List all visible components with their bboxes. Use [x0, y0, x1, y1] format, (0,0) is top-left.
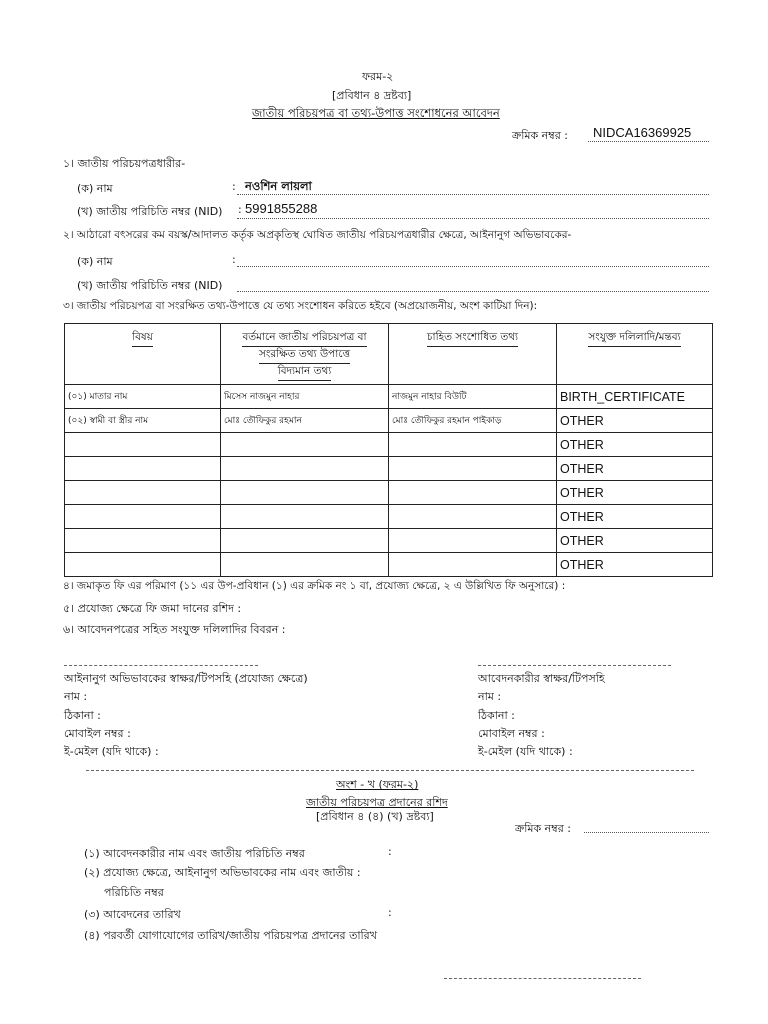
applicant-sign-mobile: মোবাইল নম্বর :: [478, 727, 545, 740]
cell-document: OTHER: [557, 433, 713, 457]
cell-current: মোঃ তৌফিকুর রহমান: [221, 409, 389, 433]
cell-current: [221, 505, 389, 529]
cell-requested: [389, 457, 557, 481]
cell-document: OTHER: [557, 409, 713, 433]
holder-nid-line: [237, 218, 709, 219]
guardian-name-label: (ক) নাম: [77, 255, 113, 268]
table-row: [65, 457, 713, 481]
holder-name-line: [237, 194, 709, 195]
serial-label: ক্রমিক নম্বর :: [512, 129, 568, 142]
cell-current: [221, 457, 389, 481]
cell-subject: [65, 481, 221, 505]
cell-current: মিসেস নাজমুন নাহার: [221, 385, 389, 409]
receipt-signature-line: [444, 978, 641, 979]
applicant-sign-email: ই-মেইল (যদি থাকে) :: [478, 745, 573, 758]
guardian-nid-line: [237, 291, 709, 292]
cell-subject: (০২) স্বামী বা স্ত্রীর নাম: [65, 409, 221, 433]
guardian-sign-mobile: মোবাইল নম্বর :: [64, 727, 131, 740]
holder-name-label: (ক) নাম: [77, 182, 113, 195]
receipt-serial-label: ক্রমিক নম্বর :: [515, 822, 571, 835]
cell-requested: [389, 433, 557, 457]
receipt-item-applicant-colon: :: [388, 845, 392, 858]
section3-heading: ৩। জাতীয় পরিচয়পত্র বা সংরক্ষিত তথ্য-উপাত্তে যে তথ্য সংশোধন করিতে হইবে (অপ্রয়োজনীয়, অংশ কাটিয়া দিন):: [63, 300, 538, 312]
cell-current: [221, 433, 389, 457]
serial-value: NIDCA16369925: [593, 125, 692, 140]
cell-current: [221, 481, 389, 505]
cell-subject: [65, 433, 221, 457]
applicant-sign-address: ঠিকানা :: [478, 709, 515, 722]
section4-fee: ৪। জমাকৃত ফি এর পরিমাণ (১১ এর উপ-প্রবিধান (১) এর ক্রমিক নং ১ বা, প্রযোজ্য ক্ষেত্রে, ২ এ উল্লিখিত ফি অনুসারে) :: [63, 580, 566, 592]
cell-requested: নাজমুন নাহার বিউটি: [389, 385, 557, 409]
receipt-item-applicant: (১) আবেদনকারীর নাম এবং জাতীয় পরিচিতি নম্বর: [84, 847, 305, 860]
table-row: [65, 481, 713, 505]
table-row: [65, 529, 713, 553]
section5-receipt: ৫। প্রযোজ্য ক্ষেত্রে ফি জমা দানের রশিদ :: [63, 602, 242, 615]
cell-subject: (০১) মাতার নাম: [65, 385, 221, 409]
cell-document: OTHER: [557, 505, 713, 529]
section2-heading: ২। আঠারো বৎসরের কম বয়স্ক/আদালত কর্তৃক অপ্রকৃতিস্থ ঘোষিত জাতীয় পরিচয়পত্রধারীর ক্ষেত্রে, আইনানুগ অভিভাবকের-: [63, 229, 572, 241]
table-header-row: [65, 324, 713, 385]
cell-requested: [389, 481, 557, 505]
guardian-name-line: [237, 266, 709, 267]
guardian-signature-line: [64, 665, 258, 666]
table-row: [65, 505, 713, 529]
table-row: [65, 385, 713, 409]
cell-requested: [389, 529, 557, 553]
cell-document: OTHER: [557, 553, 713, 577]
form-title: জাতীয় পরিচয়পত্র বা তথ্য-উপাত্ত সংশোধনের আবেদন: [252, 106, 500, 120]
receipt-item-guardian-cont: পরিচিতি নম্বর: [104, 886, 164, 899]
cell-document: BIRTH_CERTIFICATE: [557, 385, 713, 409]
correction-table: [64, 323, 713, 577]
cell-subject: [65, 457, 221, 481]
applicant-signature-title: আবেদনকারীর স্বাক্ষর/টিপসহি: [478, 672, 605, 685]
receipt-item-next-date: (৪) পরবর্তী যোগাযোগের তারিখ/জাতীয় পরিচয়পত্র প্রদানের তারিখ: [84, 929, 377, 942]
holder-name-colon: :: [232, 180, 236, 193]
receipt-rule-reference: [প্রবিধান ৪ (৪) (খ) দ্রষ্টব্য]: [316, 810, 434, 823]
holder-name-value: নওশিন লায়লা: [245, 179, 312, 193]
cell-requested: [389, 505, 557, 529]
guardian-sign-name: নাম :: [64, 690, 88, 703]
cell-document: OTHER: [557, 529, 713, 553]
holder-nid-value: 5991855288: [245, 201, 318, 216]
cell-subject: [65, 529, 221, 553]
tear-off-line: [86, 770, 694, 771]
receipt-item-date: (৩) আবেদনের তারিখ: [84, 908, 181, 921]
header-documents: সংযুক্ত দলিলাদি/মন্তব্য: [557, 324, 713, 385]
table-row: [65, 409, 713, 433]
applicant-sign-name: নাম :: [478, 690, 502, 703]
cell-requested: [389, 553, 557, 577]
cell-document: OTHER: [557, 457, 713, 481]
section1-heading: ১। জাতীয় পরিচয়পত্রধারীর-: [63, 157, 186, 170]
guardian-sign-email: ই-মেইল (যদি থাকে) :: [64, 745, 159, 758]
cell-subject: [65, 505, 221, 529]
cell-current: [221, 529, 389, 553]
receipt-part-heading: অংশ - খ (ফরম-২): [336, 778, 419, 791]
receipt-item-date-colon: :: [388, 906, 392, 919]
receipt-item-guardian: (২) প্রযোজ্য ক্ষেত্রে, আইনানুগ অভিভাবকের নাম এবং জাতীয় :: [84, 866, 361, 879]
table-row: [65, 553, 713, 577]
cell-requested: মোঃ তৌফিকুর রহমান পাইকাড়: [389, 409, 557, 433]
receipt-title: জাতীয় পরিচয়পত্র প্রদানের রশিদ: [306, 796, 448, 809]
cell-subject: [65, 553, 221, 577]
header-current: বর্তমানে জাতীয় পরিচয়পত্র বা সংরক্ষিত তথ্য উপাত্তে বিদ্যমান তথ্য: [221, 324, 389, 385]
guardian-name-colon: :: [232, 253, 236, 266]
header-requested: চাহিত সংশোধিত তথ্য: [389, 324, 557, 385]
applicant-signature-line: [478, 665, 671, 666]
header-subject: বিষয়: [65, 324, 221, 385]
serial-underline: [588, 141, 709, 142]
holder-nid-label: (খ) জাতীয় পরিচিতি নম্বর (NID): [77, 205, 223, 218]
form-number: ফরম-২: [362, 70, 394, 83]
table-row: [65, 433, 713, 457]
section6-documents: ৬। আবেদনপত্রের সহিত সংযুক্ত দলিলাদির বিবরন :: [63, 623, 286, 636]
guardian-signature-title: আইনানুগ অভিভাবকের স্বাক্ষর/টিপসহি (প্রযোজ্য ক্ষেত্রে): [64, 672, 308, 685]
cell-document: OTHER: [557, 481, 713, 505]
guardian-sign-address: ঠিকানা :: [64, 709, 101, 722]
holder-nid-colon: :: [238, 203, 242, 216]
cell-current: [221, 553, 389, 577]
receipt-serial-line: [584, 832, 709, 833]
rule-reference: [প্রবিধান ৪ দ্রষ্টব্য]: [332, 89, 412, 102]
guardian-nid-label: (খ) জাতীয় পরিচিতি নম্বর (NID): [77, 279, 223, 292]
